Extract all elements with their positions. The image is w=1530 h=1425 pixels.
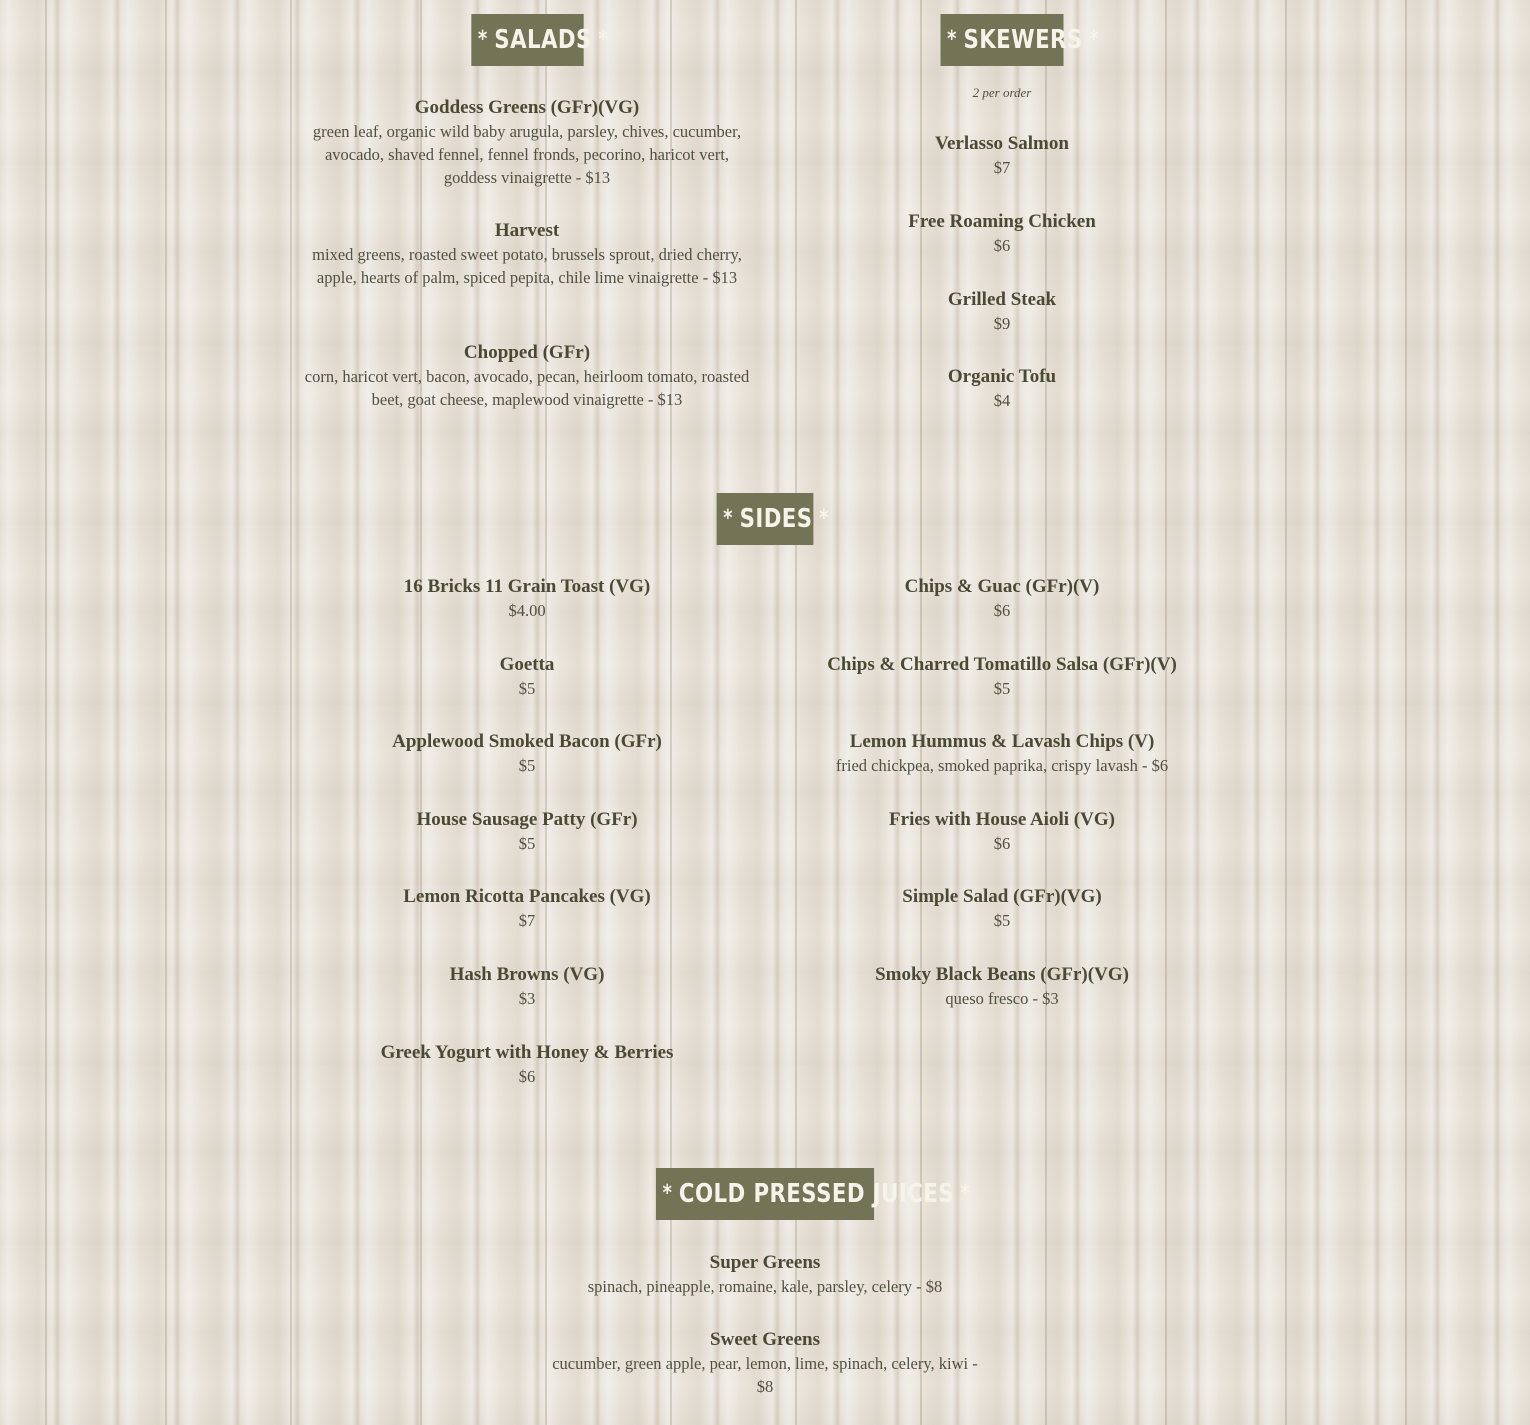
item-name: Hash Browns (VG) [449, 964, 605, 985]
item-description: spinach, pineapple, romaine, kale, parsley, celery - $8 [587, 1277, 943, 1296]
item-name: Simple Salad (GFr)(VG) [902, 886, 1102, 907]
item-name: Free Roaming Chicken [908, 211, 1096, 232]
item-price: $5 [518, 756, 536, 775]
item-name: Harvest [494, 220, 560, 241]
star-icon: * [723, 506, 734, 531]
item-name: Fries with House Aioli (VG) [889, 809, 1115, 830]
juices-title: COLD PRESSED JUICES [678, 1179, 954, 1209]
item-description: queso fresco - $3 [945, 989, 1059, 1008]
salads-title: SALADS [494, 25, 592, 55]
item-name: Greek Yogurt with Honey & Berries [380, 1042, 674, 1063]
item-name: Sweet Greens [710, 1329, 820, 1350]
item-name: House Sausage Patty (GFr) [416, 809, 638, 830]
item-name: Grilled Steak [947, 289, 1057, 310]
item-price: $5 [993, 679, 1011, 698]
item-name: 16 Bricks 11 Grain Toast (VG) [403, 576, 651, 597]
star-icon: * [662, 1181, 673, 1206]
item-name: Goetta [499, 654, 555, 675]
star-icon: * [1089, 27, 1100, 52]
item-price: $3 [518, 989, 536, 1008]
juices-list [540, 0, 990, 1425]
item-name: Chips & Guac (GFr)(V) [904, 576, 1100, 597]
item-name: Goddess Greens (GFr)(VG) [414, 97, 640, 118]
item-name: Lemon Hummus & Lavash Chips (V) [849, 731, 1155, 752]
item-price: $7 [993, 158, 1011, 177]
skewers-note: 2 per order [972, 85, 1032, 100]
skewers-title: SKEWERS [963, 25, 1083, 55]
item-price: $6 [518, 1067, 536, 1086]
sides-title: SIDES [739, 504, 813, 534]
item-description: fried chickpea, smoked paprika, crispy lavash - $6 [835, 756, 1169, 775]
item-name: Chopped (GFr) [463, 342, 591, 363]
item-description: green leaf, organic wild baby arugula, parsley, chives, cucumber, avocado, shaved fennel, fennel fronds, pecorino, haricot vert, goddess vinaigrette - $13 [312, 122, 742, 187]
item-description: mixed greens, roasted sweet potato, brussels sprout, dried cherry, apple, hearts of palm, spiced pepita, chile lime vinaigrette - $13 [312, 245, 742, 287]
item-price: $4.00 [508, 601, 546, 620]
star-icon: * [960, 1181, 971, 1206]
item-price: $6 [993, 236, 1011, 255]
item-price: $6 [993, 601, 1011, 620]
item-price: $5 [518, 679, 536, 698]
star-icon: * [598, 27, 609, 52]
plank-seam [1285, 0, 1287, 1425]
item-price: $9 [993, 314, 1011, 333]
item-price: $6 [993, 834, 1011, 853]
menu-item [540, 1251, 990, 1298]
item-description: corn, haricot vert, bacon, avocado, pecan, heirloom tomato, roasted beet, goat cheese, maplewood vinaigrette - $13 [304, 367, 750, 409]
menu-item [540, 1328, 990, 1398]
star-icon: * [819, 506, 829, 531]
item-name: Smoky Black Beans (GFr)(VG) [875, 964, 1129, 985]
item-price: $5 [993, 911, 1011, 930]
plank-seam [45, 0, 47, 1425]
plank-seam [165, 0, 167, 1425]
item-name: Super Greens [709, 1252, 821, 1273]
plank-seam [290, 0, 292, 1425]
item-price: $7 [518, 911, 536, 930]
star-icon: * [947, 27, 957, 52]
item-description: cucumber, green apple, pear, lemon, lime, spinach, celery, kiwi - $8 [552, 1354, 978, 1396]
item-name: Lemon Ricotta Pancakes (VG) [403, 886, 651, 907]
item-name: Chips & Charred Tomatillo Salsa (GFr)(V) [827, 654, 1177, 675]
item-name: Organic Tofu [947, 366, 1057, 387]
item-price: $5 [518, 834, 536, 853]
star-icon: * [477, 27, 488, 52]
item-name: Verlasso Salmon [935, 133, 1069, 154]
item-name: Applewood Smoked Bacon (GFr) [392, 731, 662, 752]
plank-seam [1405, 0, 1407, 1425]
item-price: $4 [993, 391, 1011, 410]
